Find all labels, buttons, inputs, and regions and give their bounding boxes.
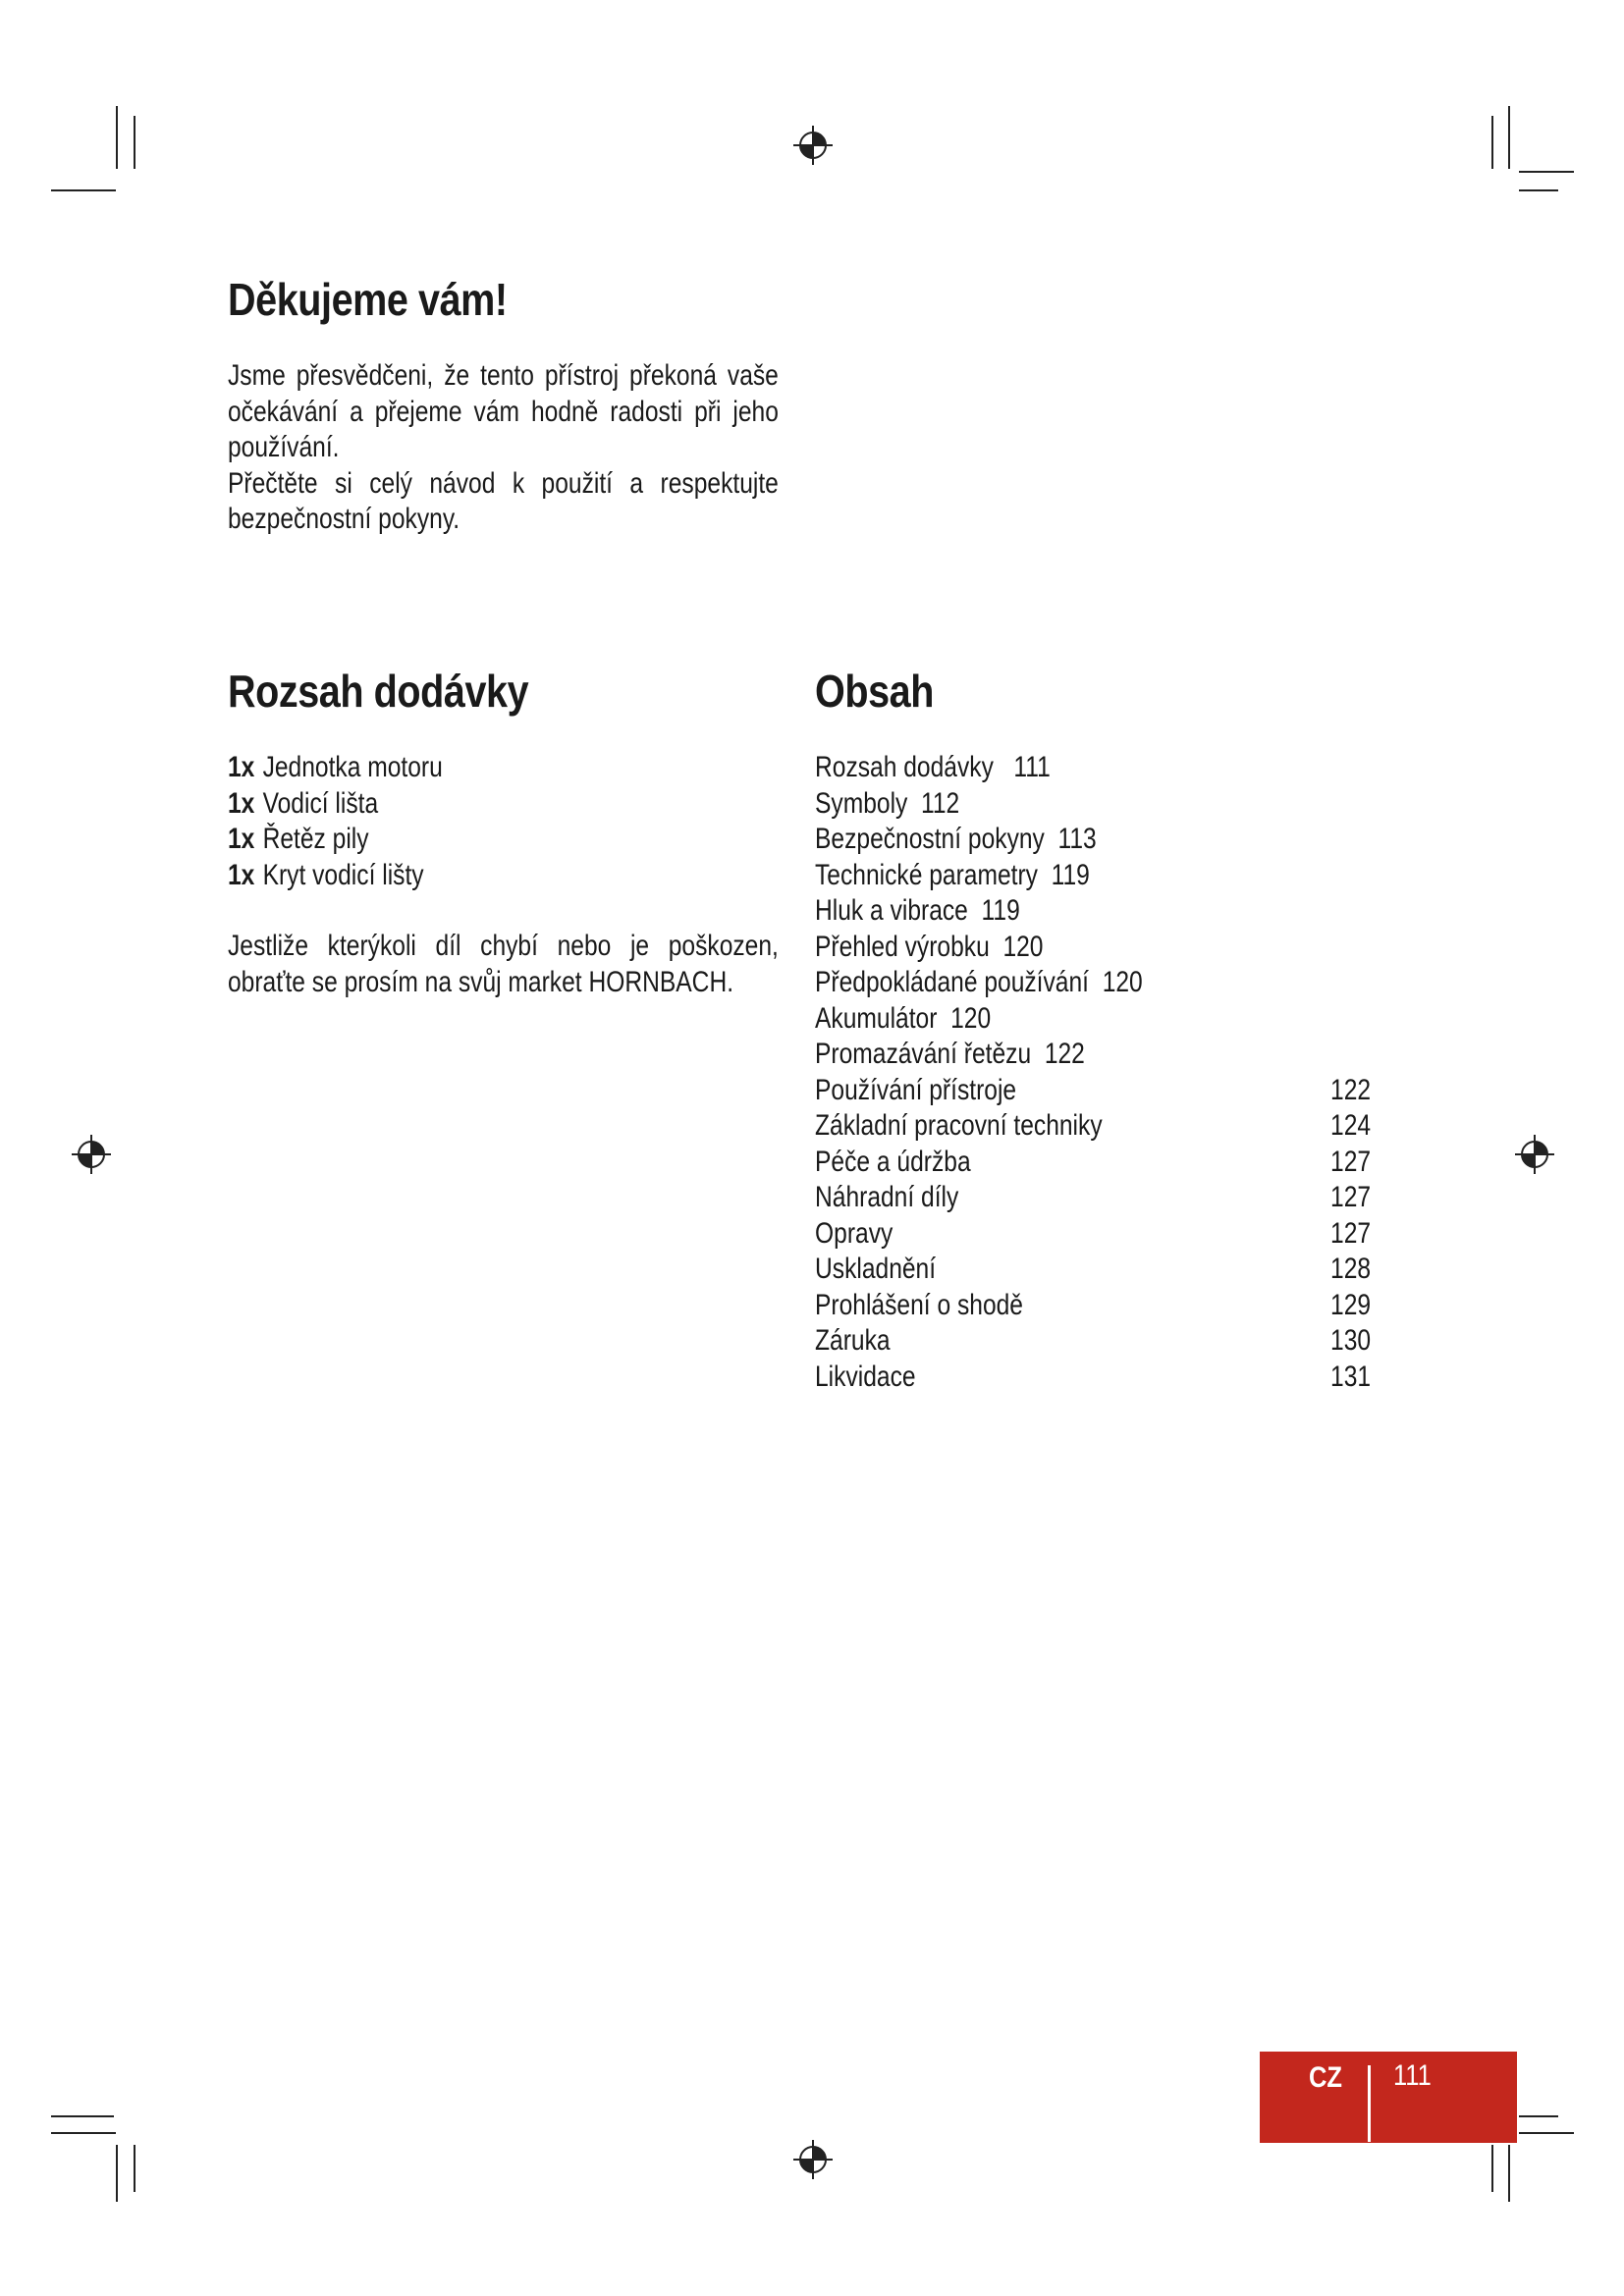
registration-mark-icon xyxy=(1515,1135,1554,1174)
toc-page: 122 xyxy=(1329,1073,1371,1106)
toc-entry[interactable] xyxy=(815,1216,1371,1253)
thanks-paragraph: Jsme přesvědčeni, že tento přístroj překoná vaše očekávání a přejeme vám hodně radosti při jeho používání. xyxy=(228,359,779,463)
list-item xyxy=(228,858,779,894)
toc-entry[interactable] xyxy=(815,1037,1371,1073)
toc-label: Hluk a vibrace 119 xyxy=(815,894,1020,927)
supply-qty: 1x xyxy=(228,858,255,891)
crop-mark xyxy=(1519,171,1574,173)
toc-entry[interactable] xyxy=(815,893,1371,930)
page-footer-tab xyxy=(1260,2052,1517,2143)
toc-label: Základní pracovní techniky xyxy=(815,1109,1103,1142)
list-item xyxy=(228,750,779,786)
crop-mark xyxy=(134,2145,135,2192)
thanks-text xyxy=(228,358,779,538)
toc-label: Prohlášení o shodě xyxy=(815,1288,1023,1321)
crop-mark xyxy=(1519,2132,1574,2134)
toc-page: 127 xyxy=(1329,1216,1371,1250)
supply-title: Rozsah dodávky xyxy=(228,666,529,717)
supply-label: Kryt vodicí lišty xyxy=(262,858,424,891)
toc-entry[interactable] xyxy=(815,1001,1371,1038)
toc-label: Akumulátor 120 xyxy=(815,1001,992,1035)
toc-page: 128 xyxy=(1329,1253,1371,1285)
toc-entry[interactable] xyxy=(815,1145,1371,1181)
toc-label: Záruka xyxy=(815,1324,891,1357)
toc-label: Bezpečnostní pokyny 113 xyxy=(815,823,1097,855)
toc-label: Symboly 112 xyxy=(815,786,960,820)
crop-mark xyxy=(1508,2145,1510,2202)
supply-qty: 1x xyxy=(228,786,255,820)
toc-entry[interactable] xyxy=(815,1323,1371,1360)
supply-qty: 1x xyxy=(228,823,255,855)
crop-mark xyxy=(51,2115,114,2117)
toc-page: 129 xyxy=(1329,1288,1371,1321)
supply-label: Řetěz pily xyxy=(262,823,369,855)
toc-label: Náhradní díly xyxy=(815,1181,959,1213)
toc-label: Promazávání řetězu 122 xyxy=(815,1038,1085,1070)
crop-mark xyxy=(1519,189,1558,191)
list-item xyxy=(228,786,779,823)
registration-mark-icon xyxy=(72,1135,111,1174)
toc-page: 131 xyxy=(1329,1360,1371,1393)
crop-mark xyxy=(1508,106,1510,169)
crop-mark xyxy=(116,2145,118,2202)
page-number: 111 xyxy=(1393,2059,1432,2092)
registration-mark-icon xyxy=(793,126,833,165)
crop-mark xyxy=(1491,2145,1493,2192)
footer-divider xyxy=(1368,2065,1371,2142)
toc-page: 130 xyxy=(1329,1324,1371,1357)
supply-note: Jestliže kterýkoli díl chybí nebo je poškozen, obraťte se prosím na svůj market HORNBACH. xyxy=(228,930,779,998)
toc-entry[interactable] xyxy=(815,1252,1371,1288)
toc-entry[interactable] xyxy=(815,822,1371,858)
toc-page: 124 xyxy=(1329,1109,1371,1142)
toc-entry[interactable] xyxy=(815,930,1371,966)
crop-mark xyxy=(1491,116,1493,169)
thanks-title: Děkujeme vám! xyxy=(228,274,508,325)
toc-entry[interactable] xyxy=(815,858,1371,894)
toc-page: 127 xyxy=(1329,1181,1371,1213)
toc-entry[interactable] xyxy=(815,965,1371,1001)
contents-title: Obsah xyxy=(815,666,934,717)
toc-label: Opravy xyxy=(815,1216,893,1250)
registration-mark-icon xyxy=(793,2140,833,2179)
toc-label: Přehled výrobku 120 xyxy=(815,930,1044,963)
toc-label: Předpokládané používání 120 xyxy=(815,966,1143,998)
supply-label: Vodicí lišta xyxy=(262,786,379,820)
toc-entry[interactable] xyxy=(815,1073,1371,1109)
toc-label: Uskladnění xyxy=(815,1253,937,1285)
thanks-paragraph: Přečtěte si celý návod k použití a respektujte bezpečnostní pokyny. xyxy=(228,466,779,535)
toc-label: Používání přístroje xyxy=(815,1073,1017,1106)
language-code: CZ xyxy=(1309,2061,1342,2094)
toc-label: Péče a údržba xyxy=(815,1145,971,1178)
toc-entry[interactable] xyxy=(815,1108,1371,1145)
crop-mark xyxy=(116,106,118,169)
toc-entry[interactable] xyxy=(815,750,1371,786)
toc-entry[interactable] xyxy=(815,1180,1371,1216)
toc-label: Likvidace xyxy=(815,1360,916,1393)
toc-entry[interactable] xyxy=(815,1360,1371,1396)
contents-list xyxy=(815,750,1371,1395)
toc-entry[interactable] xyxy=(815,1288,1371,1324)
supply-list xyxy=(228,750,779,893)
crop-mark xyxy=(1519,2115,1558,2117)
list-item xyxy=(228,822,779,858)
supply-qty: 1x xyxy=(228,751,255,783)
toc-page: 127 xyxy=(1329,1145,1371,1178)
toc-entry[interactable] xyxy=(815,786,1371,823)
supply-label: Jednotka motoru xyxy=(262,751,443,783)
crop-mark xyxy=(51,2132,116,2134)
crop-mark xyxy=(51,189,116,191)
toc-label: Technické parametry 119 xyxy=(815,858,1090,891)
crop-mark xyxy=(134,116,135,169)
toc-label: Rozsah dodávky 111 xyxy=(815,751,1051,783)
